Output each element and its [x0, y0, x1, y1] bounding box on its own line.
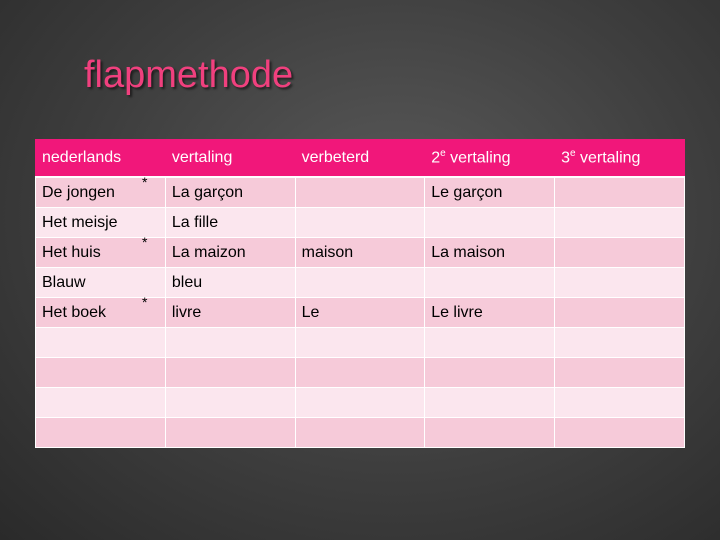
cell-nederlands: [36, 293, 166, 328]
cell-2e-vertaling: [425, 298, 555, 328]
cell-2e-vertaling-text: La maison: [431, 243, 506, 261]
cell-nederlands: [36, 173, 166, 208]
table-row: [36, 298, 685, 328]
cell-nederlands: [36, 233, 166, 268]
cell-2e-vertaling-text: Le livre: [431, 303, 483, 321]
cell-3e-vertaling: [555, 328, 685, 358]
cell-vertaling-text: bleu: [171, 273, 203, 291]
cell-vertaling: [165, 268, 295, 298]
table-row: [36, 268, 685, 298]
cell-nederlands-text: Het meisje: [42, 213, 118, 231]
cell-2e-vertaling: [425, 418, 555, 448]
cell-nederlands: [36, 388, 166, 418]
error-mark: *: [142, 293, 148, 310]
table-row: [36, 177, 685, 208]
header-3e-vertaling: 3e vertaling: [555, 140, 685, 178]
cell-nederlands-text: Het boek: [42, 303, 107, 321]
cell-2e-vertaling: [425, 208, 555, 238]
cell-3e-vertaling: [555, 238, 685, 268]
cell-nederlands-text: Het huis: [42, 243, 101, 261]
cell-nederlands: [36, 418, 166, 448]
cell-nederlands-text: Blauw: [42, 273, 86, 291]
cell-verbeterd: [295, 208, 425, 238]
error-mark: *: [142, 233, 148, 250]
cell-nederlands-text: De jongen: [42, 183, 115, 201]
cell-verbeterd: [295, 388, 425, 418]
cell-3e-vertaling: [555, 268, 685, 298]
error-mark: *: [142, 173, 148, 190]
header-verbeterd: verbeterd: [295, 140, 425, 178]
cell-2e-vertaling-text: Le garçon: [431, 183, 503, 201]
cell-3e-vertaling: [555, 388, 685, 418]
cell-vertaling-text: La garçon: [171, 183, 244, 201]
table-header-row: [36, 140, 685, 178]
cell-vertaling: [165, 358, 295, 388]
cell-verbeterd: [295, 238, 425, 268]
cell-verbeterd: [295, 177, 425, 208]
cell-vertaling: [165, 388, 295, 418]
cell-3e-vertaling: [555, 208, 685, 238]
cell-vertaling: [165, 328, 295, 358]
header-vertaling: vertaling: [165, 140, 295, 178]
cell-verbeterd: [295, 358, 425, 388]
cell-vertaling: [165, 208, 295, 238]
cell-2e-vertaling: [425, 328, 555, 358]
cell-vertaling: [165, 418, 295, 448]
translation-table: [35, 139, 685, 448]
cell-2e-vertaling: [425, 268, 555, 298]
table-row: [36, 388, 685, 418]
cell-3e-vertaling: [555, 418, 685, 448]
cell-vertaling-text: La fille: [171, 213, 219, 231]
cell-vertaling: [165, 238, 295, 268]
cell-verbeterd-text: maison: [301, 243, 354, 261]
cell-2e-vertaling: [425, 388, 555, 418]
cell-verbeterd: [295, 418, 425, 448]
cell-vertaling: [165, 298, 295, 328]
cell-vertaling-text: La maizon: [171, 243, 246, 261]
cell-2e-vertaling: [425, 238, 555, 268]
cell-verbeterd: [295, 268, 425, 298]
header-2e-vertaling: 2e vertaling: [425, 140, 555, 178]
cell-3e-vertaling: [555, 358, 685, 388]
table-row: [36, 358, 685, 388]
cell-3e-vertaling: [555, 177, 685, 208]
cell-nederlands: [36, 328, 166, 358]
table-row: [36, 208, 685, 238]
header-nederlands: nederlands: [36, 140, 166, 178]
cell-verbeterd: [295, 298, 425, 328]
cell-2e-vertaling: [425, 177, 555, 208]
table-row: [36, 418, 685, 448]
table-row: [36, 328, 685, 358]
table-row: [36, 238, 685, 268]
cell-verbeterd-text: Le: [301, 303, 320, 321]
cell-3e-vertaling: [555, 298, 685, 328]
cell-nederlands: [36, 358, 166, 388]
cell-2e-vertaling: [425, 358, 555, 388]
cell-verbeterd: [295, 328, 425, 358]
slide-title: flapmethode: [84, 54, 294, 96]
cell-vertaling: [165, 177, 295, 208]
cell-vertaling-text: livre: [171, 303, 202, 321]
